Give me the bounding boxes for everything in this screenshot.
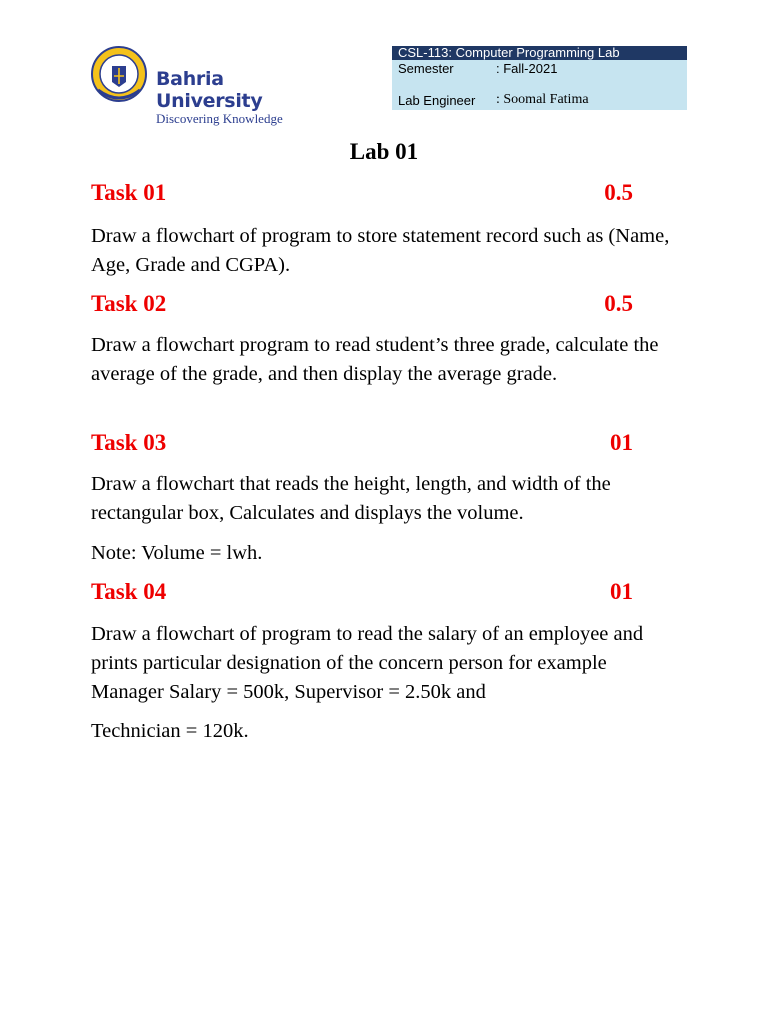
task-04-heading bbox=[91, 577, 633, 607]
task-label: Task 04 bbox=[91, 579, 167, 604]
university-name: Bahria University bbox=[156, 68, 263, 112]
task-01-description: Draw a flowchart of program to store statement record such as (Name, Age, Grade and CGPA). bbox=[91, 225, 670, 276]
task-marks: 01 bbox=[610, 579, 633, 604]
task-marks: 0.5 bbox=[604, 291, 633, 316]
task-marks: 0.5 bbox=[604, 180, 633, 205]
lab-engineer-label: Lab Engineer bbox=[392, 84, 490, 110]
task-label: Task 02 bbox=[91, 291, 167, 316]
task-marks: 01 bbox=[610, 430, 633, 455]
course-info-table bbox=[392, 46, 687, 110]
task-02-heading bbox=[91, 289, 633, 319]
task-label: Task 03 bbox=[91, 430, 167, 455]
task-03-description: Draw a flowchart that reads the height, length, and width of the rectangular box, Calculates and displays the volume. bbox=[91, 473, 611, 524]
semester-value: : Fall-2021 bbox=[490, 60, 687, 84]
task-02-description: Draw a flowchart program to read student’s three grade, calculate the average of the grade, and then display the average grade. bbox=[91, 334, 659, 385]
task-03-heading bbox=[91, 428, 633, 458]
university-logo bbox=[90, 44, 330, 126]
task-04-description: Draw a flowchart of program to read the salary of an employee and prints particular designation of the concern person for example Manager Salary = 500k, Supervisor = 2.50k and bbox=[91, 623, 644, 703]
task-03-note: Note: Volume = lwh. bbox=[91, 542, 263, 564]
lab-engineer-value: : Soomal Fatima bbox=[490, 84, 687, 110]
task-04-description-continued: Technician = 120k. bbox=[91, 720, 249, 742]
university-seal-icon bbox=[90, 44, 148, 106]
page-title: Lab 01 bbox=[349, 139, 419, 164]
semester-label: Semester bbox=[392, 60, 490, 84]
task-label: Task 01 bbox=[91, 180, 167, 205]
course-title: CSL-113: Computer Programming Lab bbox=[392, 46, 687, 60]
university-tagline: Discovering Knowledge bbox=[156, 111, 283, 126]
task-01-heading bbox=[91, 178, 633, 208]
